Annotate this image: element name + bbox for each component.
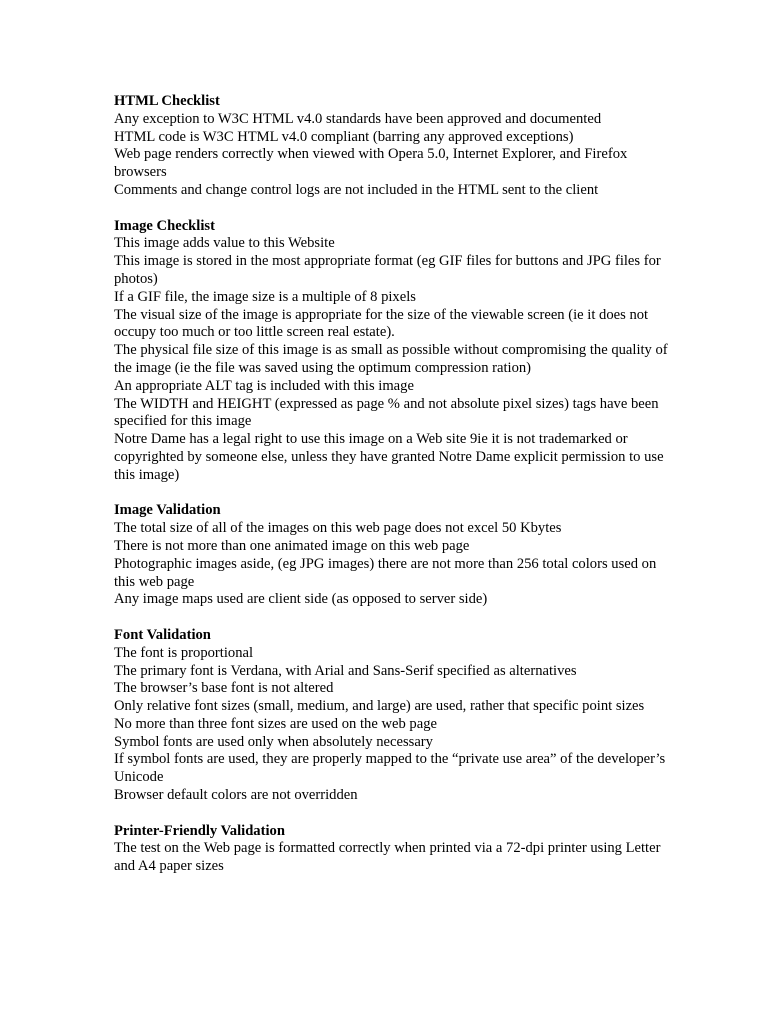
checklist-item: Only relative font sizes (small, medium, and large) are used, rather that specific point sizes [114, 698, 645, 715]
checklist-item: An appropriate ALT tag is included with this image [114, 377, 414, 394]
checklist-item: Notre Dame has a legal right to use this image on a Web site 9ie it is not trademarked or copyrighted by someone else, unless they have granted Notre Dame explicit permission to use this image) [114, 431, 664, 483]
section-heading: HTML Checklist [114, 93, 220, 109]
checklist-item: Comments and change control logs are not included in the HTML sent to the client [114, 181, 599, 198]
checklist-item: This image adds value to this Website [114, 235, 335, 252]
checklist-item: Web page renders correctly when viewed with Opera 5.0, Internet Explorer, and Firefox browsers [114, 146, 628, 181]
section-heading: Image Validation [114, 502, 221, 519]
checklist-item: If a GIF file, the image size is a multiple of 8 pixels [114, 288, 416, 305]
checklist-item: Any exception to W3C HTML v4.0 standards have been approved and documented [114, 110, 602, 127]
section-heading: Printer-Friendly Validation [114, 822, 285, 839]
checklist-item: The total size of all of the images on this web page does not excel 50 Kbytes [114, 520, 562, 537]
section-heading: Font Validation [114, 626, 211, 643]
section-html-checklist [114, 93, 674, 200]
section-heading: Image Checklist [114, 217, 215, 234]
checklist-item: The physical file size of this image is as small as possible without compromising the quality of the image (ie the file was saved using the optimum compression ration) [114, 342, 668, 376]
checklist-item: The browser’s base font is not altered [114, 680, 334, 697]
checklist-item: Any image maps used are client side (as opposed to server side) [114, 591, 488, 608]
checklist-item: This image is stored in the most appropriate format (eg GIF files for buttons and JPG files for photos) [114, 253, 661, 287]
checklist-item: The test on the Web page is formatted correctly when printed via a 72-dpi printer using Letter and A4 paper sizes [114, 840, 661, 875]
checklist-item: HTML code is W3C HTML v4.0 compliant (barring any approved exceptions) [114, 128, 574, 145]
section-image-checklist [114, 218, 674, 485]
checklist-item: Photographic images aside, (eg JPG images) there are not more than 256 total colors used on this web page [114, 555, 657, 590]
checklist-item: The WIDTH and HEIGHT (expressed as page % and not absolute pixel sizes) tags have been specified for this image [114, 395, 659, 430]
section-image-validation [114, 502, 674, 609]
checklist-item: Browser default colors are not overridden [114, 787, 358, 804]
checklist-item: No more than three font sizes are used on the web page [114, 715, 437, 732]
checklist-item: There is not more than one animated image on this web page [114, 537, 470, 554]
checklist-item: The primary font is Verdana, with Arial and Sans-Serif specified as alternatives [114, 662, 577, 679]
section-printer-friendly-validation [114, 823, 674, 876]
checklist-item: The visual size of the image is appropriate for the size of the viewable screen (ie it does not occupy too much or too little screen real estate). [114, 306, 649, 341]
document-page [114, 93, 674, 894]
checklist-item: Symbol fonts are used only when absolutely necessary [114, 733, 433, 750]
checklist-item: The font is proportional [114, 644, 254, 661]
checklist-item: If symbol fonts are used, they are properly mapped to the “private use area” of the developer’s Unicode [114, 751, 666, 786]
section-font-validation [114, 627, 674, 805]
